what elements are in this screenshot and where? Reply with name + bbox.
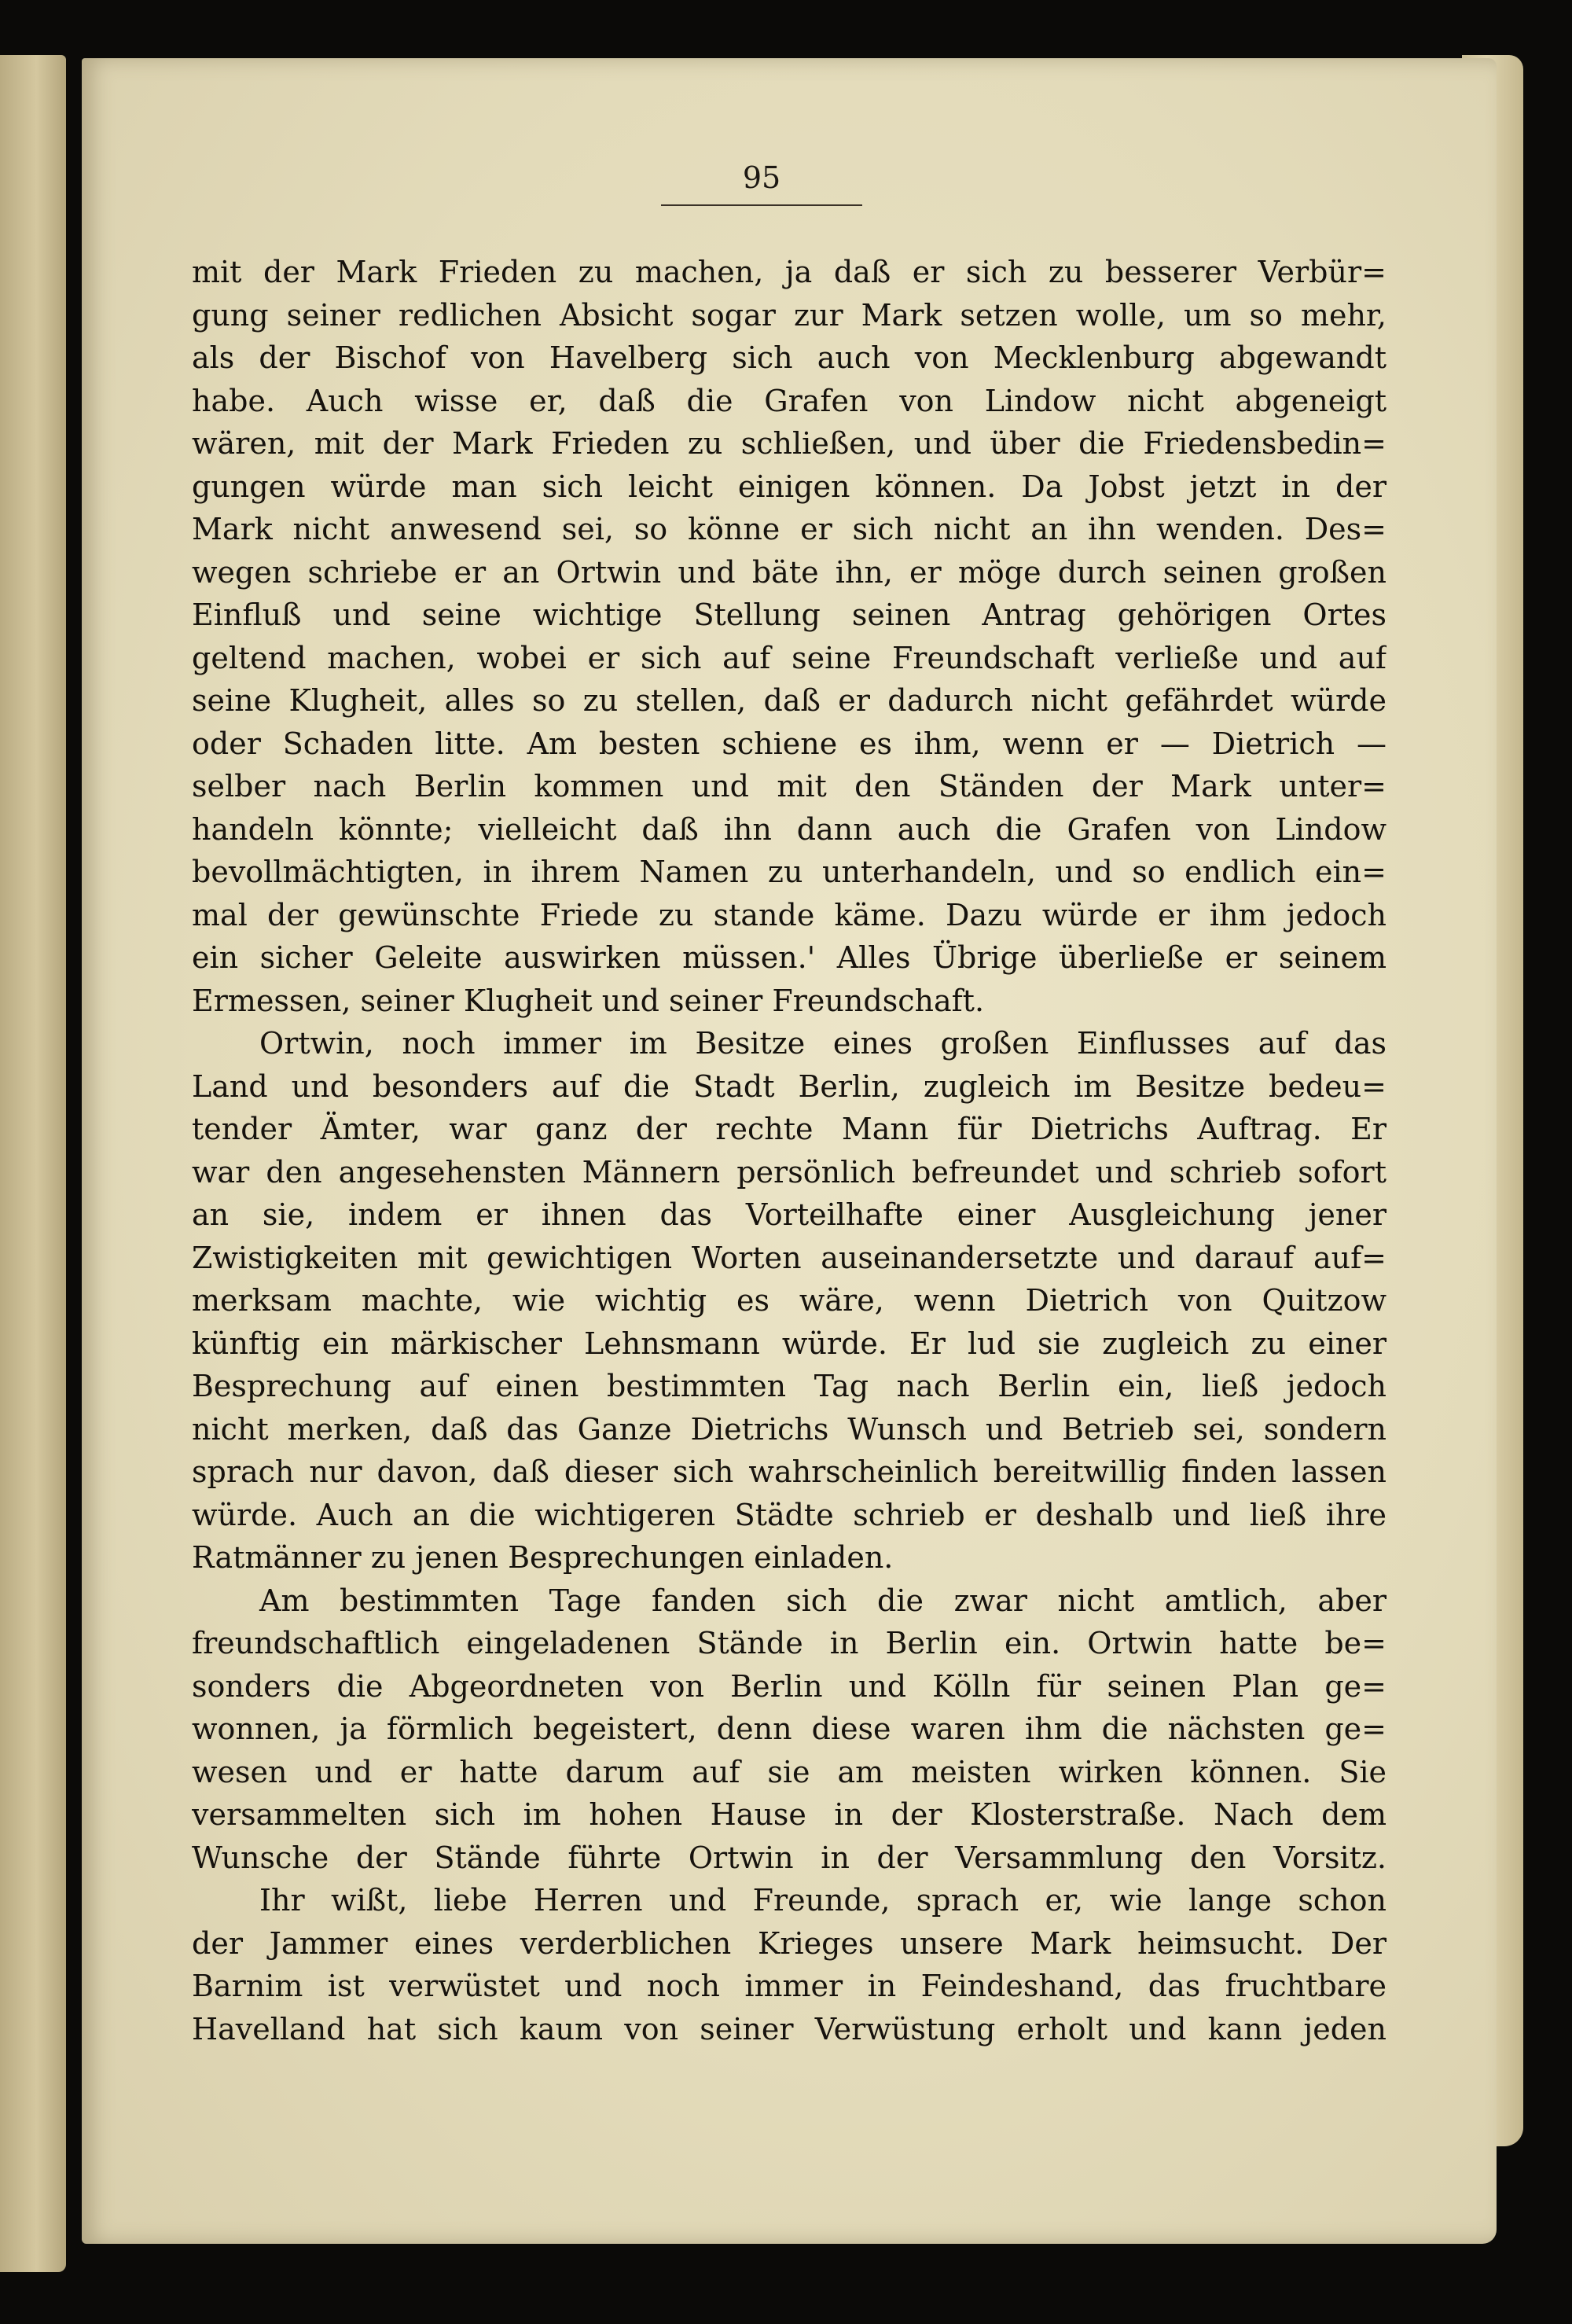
text-line: wonnen, ja förmlich begeistert, denn diese waren ihm die nächsten ge=: [192, 1712, 1387, 1746]
text-line: oder Schaden litte. Am besten schiene es ihm, wenn er — Dietrich —: [192, 726, 1387, 761]
paragraph-start-line: Am bestimmten Tage fanden sich die zwar nicht amtlich, aber: [259, 1583, 1387, 1618]
paragraph-end-line: Ratmänner zu jenen Besprechungen einladen.: [192, 1540, 894, 1575]
text-line: seine Klugheit, alles so zu stellen, daß er dadurch nicht gefährdet würde: [192, 683, 1387, 718]
text-line: war den angesehensten Männern persönlich befreundet und schrieb sofort: [192, 1154, 1387, 1190]
text-line: tender Ämter, war ganz der rechte Mann für Dietrichs Auftrag. Er: [192, 1112, 1387, 1146]
text-line: Land und besonders auf die Stadt Berlin, zugleich im Besitze bedeu=: [192, 1068, 1387, 1104]
text-line: bevollmächtigten, in ihrem Namen zu unterhandeln, und so endlich ein=: [192, 855, 1387, 889]
text-line: ein sicher Geleite auswirken müssen.' Alles Übrige überließe er seinem: [192, 940, 1387, 975]
text-line: freundschaftlich eingeladenen Stände in Berlin ein. Ortwin hatte be=: [192, 1626, 1387, 1660]
book-page: [82, 58, 1497, 2244]
body-text: [192, 251, 1387, 2050]
paragraph-start-line: Ortwin, noch immer im Besitze eines großen Einflusses auf das: [259, 1026, 1387, 1061]
text-line: Havelland hat sich kaum von seiner Verwüstung erholt und kann jeden: [192, 2011, 1387, 2046]
text-line: nicht merken, daß das Ganze Dietrichs Wunsch und Betrieb sei, sondern: [192, 1411, 1387, 1447]
text-line: Zwistigkeiten mit gewichtigen Worten auseinandersetzte und darauf auf=: [192, 1240, 1387, 1275]
text-line: der Jammer eines verderblichen Krieges unsere Mark heimsucht. Der: [192, 1925, 1387, 1961]
text-line: an sie, indem er ihnen das Vorteilhafte einer Ausgleichung jener: [192, 1197, 1387, 1232]
text-line: Barnim ist verwüstet und noch immer in Feindeshand, das fruchtbare: [192, 1969, 1387, 2003]
text-line: sonders die Abgeordneten von Berlin und Kölln für seinen Plan ge=: [192, 1668, 1387, 1704]
text-line: Mark nicht anwesend sei, so könne er sich nicht an ihn wenden. Des=: [192, 512, 1387, 546]
text-line: merksam machte, wie wichtig es wäre, wenn Dietrich von Quitzow: [192, 1283, 1387, 1318]
text-line: selber nach Berlin kommen und mit den Ständen der Mark unter=: [192, 769, 1387, 803]
text-line: mal der gewünschte Friede zu stande käme. Dazu würde er ihm jedoch: [192, 897, 1387, 932]
page-number: 95: [661, 160, 862, 206]
paragraph-end-line: Ermessen, seiner Klugheit und seiner Freundschaft.: [192, 983, 985, 1018]
text-line: wären, mit der Mark Frieden zu schließen, und über die Friedensbedin=: [192, 426, 1387, 461]
text-line: versammelten sich im hohen Hause in der Klosterstraße. Nach dem: [192, 1797, 1387, 1832]
text-line: Einfluß und seine wichtige Stellung seinen Antrag gehörigen Ortes: [192, 598, 1387, 632]
text-line: handeln könnte; vielleicht daß ihn dann auch die Grafen von Lindow: [192, 811, 1387, 847]
paragraph-end-line: Wunsche der Stände führte Ortwin in der Versammlung den Vorsitz.: [192, 1840, 1387, 1875]
paragraph-start-line: Ihr wißt, liebe Herren und Freunde, sprach er, wie lange schon: [259, 1883, 1387, 1918]
text-line: wegen schriebe er an Ortwin und bäte ihn, er möge durch seinen großen: [192, 554, 1387, 590]
text-line: mit der Mark Frieden zu machen, ja daß er sich zu besserer Verbür=: [192, 255, 1387, 289]
text-line: geltend machen, wobei er sich auf seine Freundschaft verließe und auf: [192, 640, 1387, 675]
text-line: Besprechung auf einen bestimmten Tag nach Berlin ein, ließ jedoch: [192, 1369, 1387, 1403]
text-line: sprach nur davon, daß dieser sich wahrscheinlich bereitwillig finden lassen: [192, 1454, 1387, 1489]
text-line: habe. Auch wisse er, daß die Grafen von Lindow nicht abgeneigt: [192, 383, 1387, 418]
text-line: wesen und er hatte darum auf sie am meisten wirken können. Sie: [192, 1754, 1387, 1789]
text-line: würde. Auch an die wichtigeren Städte schrieb er deshalb und ließ ihre: [192, 1497, 1387, 1532]
text-line: gungen würde man sich leicht einigen können. Da Jobst jetzt in der: [192, 469, 1387, 504]
facing-page-edge: [0, 55, 66, 2272]
text-line: als der Bischof von Havelberg sich auch von Mecklenburg abgewandt: [192, 340, 1387, 375]
text-line: gung seiner redlichen Absicht sogar zur Mark setzen wolle, um so mehr,: [192, 297, 1387, 333]
page-header: [82, 160, 1497, 206]
text-line: künftig ein märkischer Lehnsmann würde. Er lud sie zugleich zu einer: [192, 1326, 1387, 1361]
